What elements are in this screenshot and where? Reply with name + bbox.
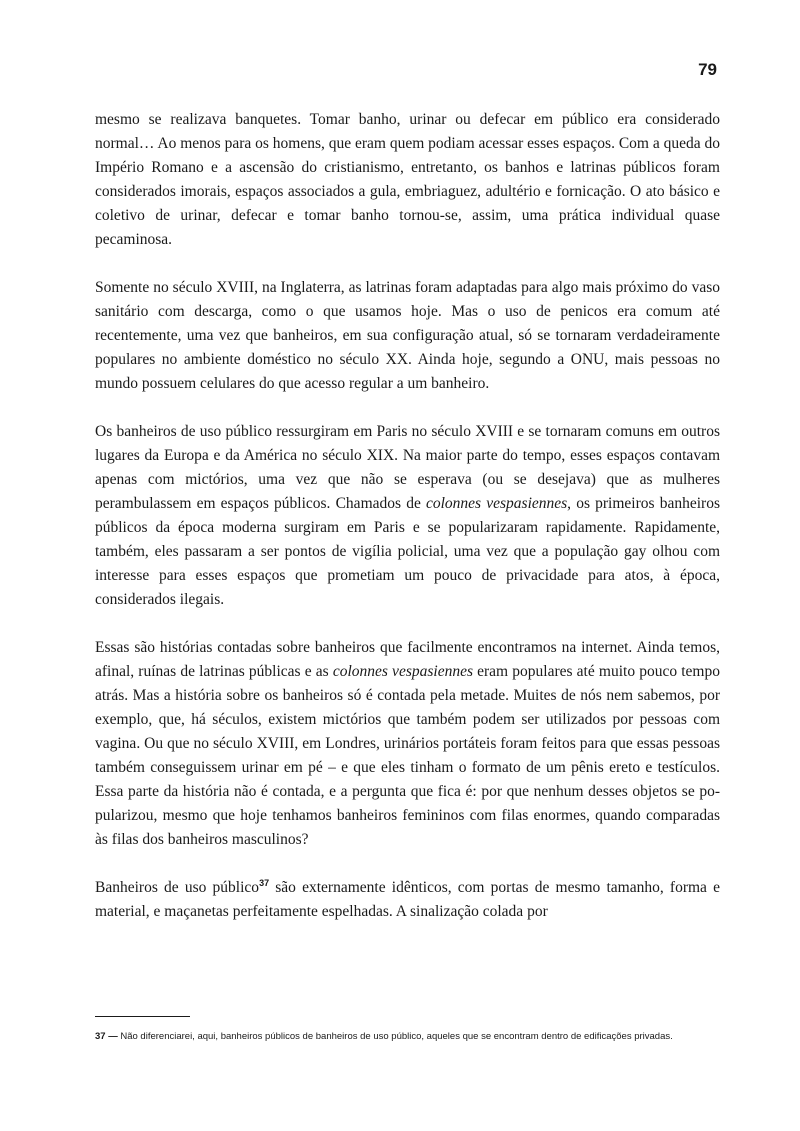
footnote xyxy=(95,1030,720,1043)
paragraph-2 xyxy=(95,276,720,396)
paragraph-1-text: mesmo se realizava banquetes. Tomar banho, urinar ou defecar em público era considerado normal… Ao menos para os homens, que eram quem podiam acessar esses espaços. Com a queda do Império Romano e a ascensão do cristianismo, entretanto, os banhos e latrinas públicos foram considerados imorais, espaços associados a gula, embriaguez, adultério e fornicação. O ato básico e coletivo de urinar, defecar e tomar banho tornou-se, assim, uma prática individual quase pecaminosa. xyxy=(95,111,721,248)
paragraph-5-text-end: são externamente idênticos, com portas de mesmo tamanho, forma e material, e maçanetas perfeitamente espelhadas. A sinalização colada por xyxy=(95,879,720,920)
paragraph-1 xyxy=(95,108,720,252)
paragraph-4-text-start: Essas são histórias contadas sobre banheiros que facilmente encontramos na internet. Ainda temos, afinal, ruínas de latrinas públicas e as xyxy=(95,639,720,680)
paragraph-3 xyxy=(95,420,720,612)
paragraph-5-text-start: Banheiros de uso público xyxy=(95,879,260,896)
page-number: 79 xyxy=(698,60,717,79)
paragraph-4-text-end: eram populares até muito pouco tempo atrás. Mas a história sobre os banheiros só é contada pela metade. Muites de nós nem sabemos, por exemplo, que, há séculos, existem mictórios que também podem ser utilizados por pessoas com vagina. Ou que no século XVIII, em Londres, urinários portáteis foram feitos para que essas pessoas também conseguissem urinar em pé – e que eles tinham o formato de um pênis ereto e testículos. Essa parte da história não é contada, e a pergunta que fica é: por que nenhum desses objetos se popularizou, mesmo que hoje tenhamos banheiros femininos com filas enormes, quando comparadas às filas dos banheiros masculinos? xyxy=(95,663,720,848)
body-text xyxy=(95,108,720,948)
paragraph-3-text-end: , os primeiros banheiros públicos da época moderna surgiram em Paris e se popularizaram rapidamente. Rapidamente, também, eles passaram a ser pontos de vigília policial, uma vez que a população gay olhou com interesse para esses espaços que prometiam um pouco de privacidade para atos, à época, considerados ilegais. xyxy=(95,495,720,608)
footnote-reference[interactable]: 37 xyxy=(259,877,270,888)
paragraph-2-text: Somente no século XVIII, na Inglaterra, as latrinas foram adaptadas para algo mais próximo do vaso sanitário com descarga, como o que usamos hoje. Mas o uso de penicos era comum até recentemente, uma vez que banheiros, em sua configuração atual, só se tornaram verdadeiramente populares no ambiente doméstico no século XX. Ainda hoje, segundo a ONU, mais pessoas no mundo possuem celulares do que acesso regular a um banheiro. xyxy=(95,279,720,392)
footnote-text: Não diferenciarei, aqui, banheiros públicos de banheiros de uso público, aqueles que se encontram dentro de edificações privadas. xyxy=(117,1031,673,1042)
footnote-number: 37 — xyxy=(95,1031,118,1042)
paragraph-3-text-start: Os banheiros de uso público ressurgiram em Paris no século XVIII e se tornaram comuns em outros lugares da Europa e da América no século XIX. Na maior parte do tempo, esses espaços contavam apenas com mictórios, uma vez que não se esperava (ou se desejava) que as mulheres perambulassem em espaços públicos. Chamados de xyxy=(95,423,720,512)
paragraph-4-italic-term: colonnes vespasiennes xyxy=(332,663,473,680)
paragraph-3-italic-term: colonnes vespasiennes xyxy=(425,495,568,512)
paragraph-4 xyxy=(95,636,720,852)
paragraph-5 xyxy=(95,876,720,924)
footnote-divider xyxy=(95,1016,190,1017)
